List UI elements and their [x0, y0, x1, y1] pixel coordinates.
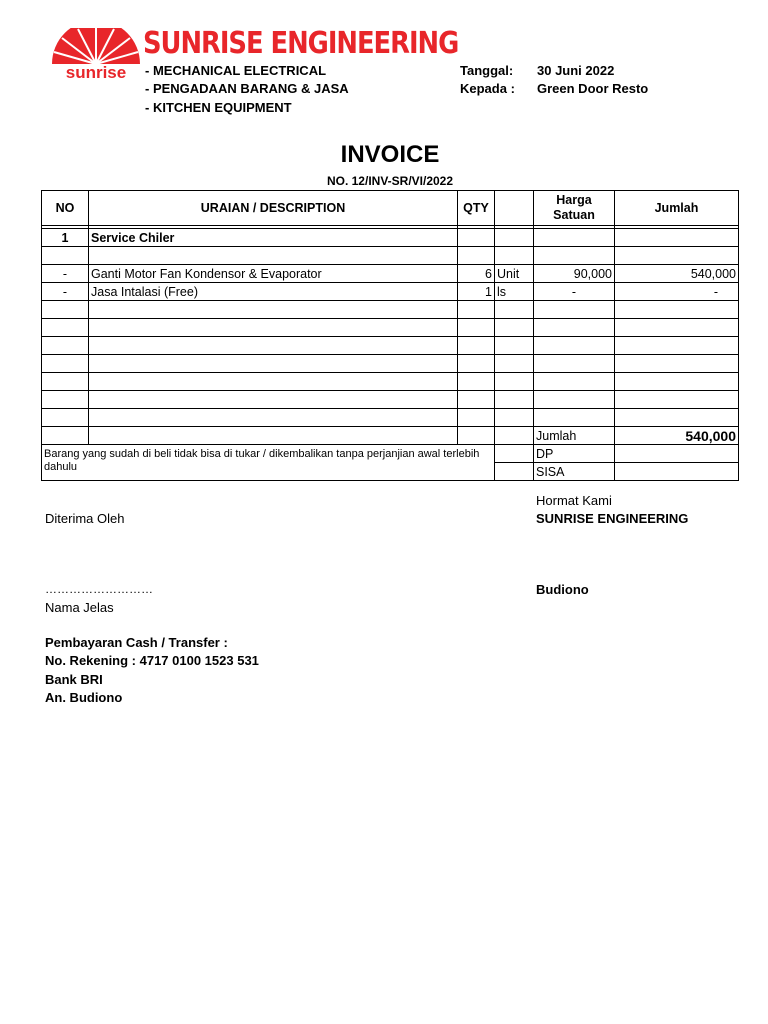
- invoice-table: [41, 190, 739, 481]
- row-no: [42, 355, 89, 373]
- total-value: 540,000: [615, 427, 739, 445]
- row-no: -: [42, 283, 89, 301]
- table-row: [42, 391, 739, 409]
- row-amount: -: [615, 283, 739, 301]
- row-no: [42, 409, 89, 427]
- account-holder: An. Budiono: [45, 690, 123, 705]
- row-unit: [495, 229, 534, 247]
- regards-text: Hormat Kami: [536, 493, 612, 508]
- row-description: [89, 247, 458, 265]
- table-row: [42, 373, 739, 391]
- row-description: [89, 391, 458, 409]
- row-qty: 1: [458, 283, 495, 301]
- row-price: [534, 301, 615, 319]
- row-description: Jasa Intalasi (Free): [89, 283, 458, 301]
- row-no: 1: [42, 229, 89, 247]
- row-qty: [458, 337, 495, 355]
- row-amount: [615, 301, 739, 319]
- row-no: [42, 337, 89, 355]
- row-description: Service Chiler: [89, 229, 458, 247]
- row-description: [89, 409, 458, 427]
- row-qty: [458, 409, 495, 427]
- row-unit: [495, 247, 534, 265]
- to-label: Kepada :: [460, 81, 515, 96]
- sisa-value: [615, 463, 739, 481]
- row-description: [89, 319, 458, 337]
- date-label: Tanggal:: [460, 63, 514, 78]
- row-description: [89, 373, 458, 391]
- row-qty: [458, 247, 495, 265]
- sunrise-logo: [48, 28, 144, 80]
- table-row: [42, 301, 739, 319]
- invoice-title: INVOICE: [340, 141, 440, 168]
- row-amount: [615, 337, 739, 355]
- brand-name: SUNRISE ENGINEERING: [143, 26, 459, 61]
- row-description: Ganti Motor Fan Kondensor & Evaporator: [89, 265, 458, 283]
- row-price: [534, 355, 615, 373]
- row-price: [534, 373, 615, 391]
- row-no: [42, 247, 89, 265]
- row-description: [89, 337, 458, 355]
- bank-account: No. Rekening : 4717 0100 1523 531: [45, 653, 259, 668]
- row-price: [534, 337, 615, 355]
- row-amount: [615, 229, 739, 247]
- row-unit: Unit: [495, 265, 534, 283]
- row-qty: [458, 229, 495, 247]
- date-value: 30 Juni 2022: [537, 63, 615, 78]
- name-label: Nama Jelas: [45, 600, 114, 615]
- header-no: NO: [42, 191, 89, 226]
- table-row: [42, 247, 739, 265]
- row-price: [534, 391, 615, 409]
- row-amount: [615, 391, 739, 409]
- row-description: [89, 355, 458, 373]
- payment-method: Pembayaran Cash / Transfer :: [45, 635, 228, 650]
- dp-value: [615, 445, 739, 463]
- table-row: [42, 337, 739, 355]
- table-row: [42, 229, 739, 247]
- row-price: [534, 409, 615, 427]
- row-amount: [615, 247, 739, 265]
- terms-note: Barang yang sudah di beli tidak bisa di tukar / dikembalikan tanpa perjanjian awal terlebih dahulu: [42, 445, 495, 481]
- total-label: Jumlah: [534, 427, 615, 445]
- row-unit: [495, 337, 534, 355]
- sisa-label: SISA: [534, 463, 615, 481]
- table-row: [42, 265, 739, 283]
- service-line-2: - PENGADAAN BARANG & JASA: [145, 81, 349, 96]
- row-qty: [458, 391, 495, 409]
- total-row: [42, 427, 739, 445]
- row-unit: [495, 373, 534, 391]
- row-unit: ls: [495, 283, 534, 301]
- bank-name: Bank BRI: [45, 672, 103, 687]
- row-qty: [458, 319, 495, 337]
- service-line-1: - MECHANICAL ELECTRICAL: [145, 63, 327, 78]
- row-no: -: [42, 265, 89, 283]
- header-amount: Jumlah: [615, 191, 739, 226]
- invoice-number: NO. 12/INV-SR/VI/2022: [326, 174, 454, 188]
- row-unit: [495, 409, 534, 427]
- table-header-row: [42, 191, 739, 226]
- header-qty: QTY: [458, 191, 495, 226]
- row-amount: [615, 319, 739, 337]
- row-qty: [458, 355, 495, 373]
- table-row: [42, 319, 739, 337]
- header-unit: [495, 191, 534, 226]
- row-no: [42, 373, 89, 391]
- row-qty: 6: [458, 265, 495, 283]
- to-value: Green Door Resto: [537, 81, 649, 96]
- row-price: -: [534, 283, 615, 301]
- received-by-label: Diterima Oleh: [45, 511, 125, 526]
- row-amount: [615, 373, 739, 391]
- row-unit: [495, 319, 534, 337]
- row-amount: [615, 355, 739, 373]
- row-unit: [495, 355, 534, 373]
- row-no: [42, 319, 89, 337]
- row-qty: [458, 373, 495, 391]
- service-line-3: - KITCHEN EQUIPMENT: [145, 100, 292, 115]
- signer-name: Budiono: [536, 582, 589, 597]
- header-price: Harga Satuan: [534, 191, 615, 226]
- table-row: [42, 355, 739, 373]
- row-no: [42, 301, 89, 319]
- dp-row: [42, 445, 739, 463]
- logo-text: sunrise: [65, 63, 127, 80]
- row-price: 90,000: [534, 265, 615, 283]
- signature-dots: ………………………: [45, 582, 153, 596]
- signature-company: SUNRISE ENGINEERING: [536, 511, 689, 526]
- row-amount: 540,000: [615, 265, 739, 283]
- row-price: [534, 229, 615, 247]
- table-row: [42, 283, 739, 301]
- row-qty: [458, 301, 495, 319]
- row-description: [89, 301, 458, 319]
- header-description: URAIAN / DESCRIPTION: [89, 191, 458, 226]
- row-amount: [615, 409, 739, 427]
- row-price: [534, 247, 615, 265]
- row-unit: [495, 391, 534, 409]
- table-row: [42, 409, 739, 427]
- row-price: [534, 319, 615, 337]
- dp-label: DP: [534, 445, 615, 463]
- row-no: [42, 391, 89, 409]
- row-unit: [495, 301, 534, 319]
